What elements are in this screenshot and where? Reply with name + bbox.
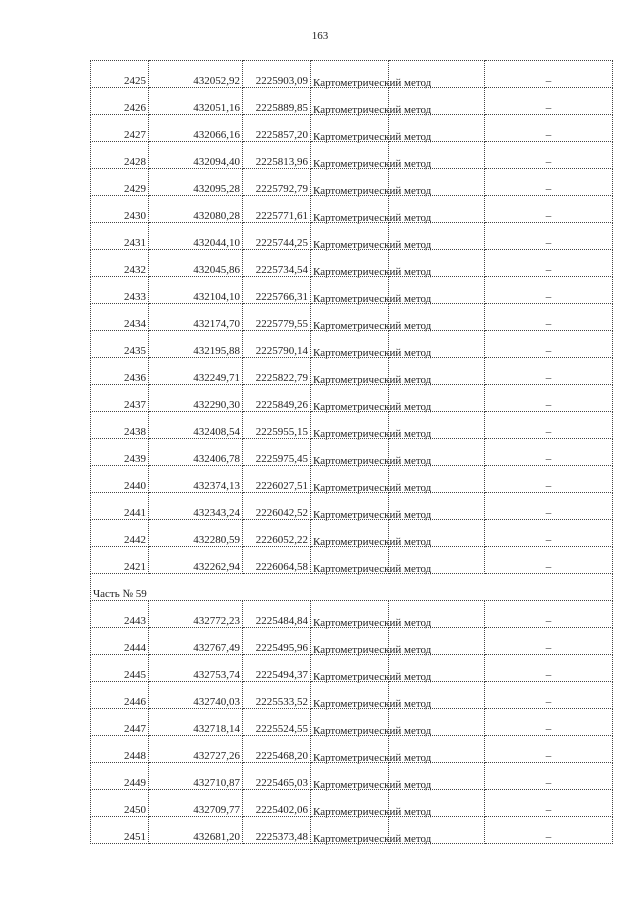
method-cell: Картометрический метод (311, 682, 389, 709)
table-row (91, 709, 613, 736)
dash-cell: – (485, 709, 613, 736)
point-number-cell: 2441 (91, 493, 149, 520)
method-cell: Картометрический метод (311, 736, 389, 763)
x-coordinate-cell: 432051,16 (149, 88, 243, 115)
x-coordinate-cell: 432080,28 (149, 196, 243, 223)
table-row (91, 277, 613, 304)
table-row (91, 817, 613, 844)
table-row (91, 358, 613, 385)
y-coordinate-cell: 2226027,51 (243, 466, 311, 493)
point-number-cell: 2429 (91, 169, 149, 196)
y-coordinate-cell: 2226052,22 (243, 520, 311, 547)
y-coordinate-cell: 2225813,96 (243, 142, 311, 169)
dash-cell: – (485, 466, 613, 493)
method-cell: Картометрический метод (311, 88, 389, 115)
y-coordinate-cell: 2225468,20 (243, 736, 311, 763)
point-number-cell: 2446 (91, 682, 149, 709)
dash-cell: – (485, 628, 613, 655)
method-cell: Картометрический метод (311, 520, 389, 547)
x-coordinate-cell: 432772,23 (149, 601, 243, 628)
x-coordinate-cell: 432710,87 (149, 763, 243, 790)
method-cell: Картометрический метод (311, 142, 389, 169)
method-cell: Картометрический метод (311, 628, 389, 655)
dash-cell: – (485, 439, 613, 466)
x-coordinate-cell: 432280,59 (149, 520, 243, 547)
y-coordinate-cell: 2225779,55 (243, 304, 311, 331)
y-coordinate-cell: 2225857,20 (243, 115, 311, 142)
point-number-cell: 2436 (91, 358, 149, 385)
dash-cell: – (485, 790, 613, 817)
x-coordinate-cell: 432767,49 (149, 628, 243, 655)
dash-cell: – (485, 493, 613, 520)
table-row (91, 493, 613, 520)
point-number-cell: 2432 (91, 250, 149, 277)
y-coordinate-cell: 2226064,58 (243, 547, 311, 574)
point-number-cell: 2444 (91, 628, 149, 655)
x-coordinate-cell: 432262,94 (149, 547, 243, 574)
dash-cell: – (485, 331, 613, 358)
method-cell: Картометрический метод (311, 331, 389, 358)
point-number-cell: 2433 (91, 277, 149, 304)
method-cell: Картометрический метод (311, 61, 389, 88)
table-row (91, 61, 613, 88)
dash-cell: – (485, 385, 613, 412)
x-coordinate-cell: 432343,24 (149, 493, 243, 520)
table-row (91, 439, 613, 466)
point-number-cell: 2428 (91, 142, 149, 169)
table-row (91, 115, 613, 142)
dash-cell: – (485, 169, 613, 196)
method-cell: Картометрический метод (311, 169, 389, 196)
table-row (91, 196, 613, 223)
method-cell: Картометрический метод (311, 439, 389, 466)
point-number-cell: 2450 (91, 790, 149, 817)
y-coordinate-cell: 2225766,31 (243, 277, 311, 304)
point-number-cell: 2438 (91, 412, 149, 439)
y-coordinate-cell: 2226042,52 (243, 493, 311, 520)
point-number-cell: 2425 (91, 61, 149, 88)
table-row (91, 763, 613, 790)
x-coordinate-cell: 432249,71 (149, 358, 243, 385)
x-coordinate-cell: 432195,88 (149, 331, 243, 358)
y-coordinate-cell: 2225533,52 (243, 682, 311, 709)
dash-cell: – (485, 250, 613, 277)
y-coordinate-cell: 2225975,45 (243, 439, 311, 466)
dash-cell: – (485, 358, 613, 385)
x-coordinate-cell: 432681,20 (149, 817, 243, 844)
y-coordinate-cell: 2225771,61 (243, 196, 311, 223)
point-number-cell: 2435 (91, 331, 149, 358)
page-number: 163 (311, 30, 329, 42)
point-number-cell: 2439 (91, 439, 149, 466)
method-cell: Картометрический метод (311, 709, 389, 736)
table-row (91, 169, 613, 196)
x-coordinate-cell: 432374,13 (149, 466, 243, 493)
point-number-cell: 2434 (91, 304, 149, 331)
method-cell: Картометрический метод (311, 601, 389, 628)
section-label: Часть № 59 (91, 574, 613, 601)
table-row (91, 736, 613, 763)
dash-cell: – (485, 520, 613, 547)
dash-cell: – (485, 277, 613, 304)
method-cell: Картометрический метод (311, 655, 389, 682)
x-coordinate-cell: 432740,03 (149, 682, 243, 709)
dash-cell: – (485, 655, 613, 682)
y-coordinate-cell: 2225373,48 (243, 817, 311, 844)
y-coordinate-cell: 2225402,06 (243, 790, 311, 817)
method-cell: Картометрический метод (311, 547, 389, 574)
method-cell: Картометрический метод (311, 412, 389, 439)
table-row (91, 385, 613, 412)
x-coordinate-cell: 432095,28 (149, 169, 243, 196)
y-coordinate-cell: 2225792,79 (243, 169, 311, 196)
table-row (91, 331, 613, 358)
y-coordinate-cell: 2225734,54 (243, 250, 311, 277)
table-row (91, 520, 613, 547)
table-row (91, 601, 613, 628)
x-coordinate-cell: 432406,78 (149, 439, 243, 466)
dash-cell: – (485, 115, 613, 142)
method-cell: Картометрический метод (311, 817, 389, 844)
y-coordinate-cell: 2225494,37 (243, 655, 311, 682)
dash-cell: – (485, 682, 613, 709)
point-number-cell: 2437 (91, 385, 149, 412)
point-number-cell: 2451 (91, 817, 149, 844)
method-cell: Картометрический метод (311, 115, 389, 142)
coordinates-table-body (91, 61, 613, 844)
x-coordinate-cell: 432408,54 (149, 412, 243, 439)
table-row (91, 790, 613, 817)
x-coordinate-cell: 432066,16 (149, 115, 243, 142)
y-coordinate-cell: 2225484,84 (243, 601, 311, 628)
method-cell: Картометрический метод (311, 250, 389, 277)
point-number-cell: 2447 (91, 709, 149, 736)
method-cell: Картометрический метод (311, 385, 389, 412)
table-row (91, 250, 613, 277)
dash-cell: – (485, 412, 613, 439)
dash-cell: – (485, 88, 613, 115)
method-cell: Картометрический метод (311, 493, 389, 520)
table-row (91, 682, 613, 709)
y-coordinate-cell: 2225955,15 (243, 412, 311, 439)
coordinates-table (90, 60, 613, 844)
dash-cell: – (485, 817, 613, 844)
table-row (91, 466, 613, 493)
x-coordinate-cell: 432718,14 (149, 709, 243, 736)
y-coordinate-cell: 2225524,55 (243, 709, 311, 736)
point-number-cell: 2442 (91, 520, 149, 547)
point-number-cell: 2431 (91, 223, 149, 250)
x-coordinate-cell: 432094,40 (149, 142, 243, 169)
dash-cell: – (485, 304, 613, 331)
dash-cell: – (485, 601, 613, 628)
point-number-cell: 2445 (91, 655, 149, 682)
y-coordinate-cell: 2225744,25 (243, 223, 311, 250)
point-number-cell: 2440 (91, 466, 149, 493)
point-number-cell: 2427 (91, 115, 149, 142)
point-number-cell: 2426 (91, 88, 149, 115)
table-row (91, 304, 613, 331)
point-number-cell: 2421 (91, 547, 149, 574)
x-coordinate-cell: 432104,10 (149, 277, 243, 304)
y-coordinate-cell: 2225889,85 (243, 88, 311, 115)
dash-cell: – (485, 223, 613, 250)
x-coordinate-cell: 432044,10 (149, 223, 243, 250)
table-row (91, 655, 613, 682)
table-row (91, 223, 613, 250)
dash-cell: – (485, 142, 613, 169)
dash-cell: – (485, 763, 613, 790)
table-row (91, 142, 613, 169)
y-coordinate-cell: 2225822,79 (243, 358, 311, 385)
table-row (91, 412, 613, 439)
y-coordinate-cell: 2225465,03 (243, 763, 311, 790)
table-row (91, 547, 613, 574)
y-coordinate-cell: 2225849,26 (243, 385, 311, 412)
section-row (91, 574, 613, 601)
method-cell: Картометрический метод (311, 304, 389, 331)
x-coordinate-cell: 432052,92 (149, 61, 243, 88)
dash-cell: – (485, 196, 613, 223)
y-coordinate-cell: 2225903,09 (243, 61, 311, 88)
dash-cell: – (485, 547, 613, 574)
method-cell: Картометрический метод (311, 763, 389, 790)
point-number-cell: 2448 (91, 736, 149, 763)
x-coordinate-cell: 432753,74 (149, 655, 243, 682)
method-cell: Картометрический метод (311, 466, 389, 493)
method-cell: Картометрический метод (311, 358, 389, 385)
method-cell: Картометрический метод (311, 277, 389, 304)
dash-cell: – (485, 61, 613, 88)
method-cell: Картометрический метод (311, 790, 389, 817)
point-number-cell: 2449 (91, 763, 149, 790)
method-cell: Картометрический метод (311, 223, 389, 250)
x-coordinate-cell: 432709,77 (149, 790, 243, 817)
method-cell: Картометрический метод (311, 196, 389, 223)
point-number-cell: 2443 (91, 601, 149, 628)
x-coordinate-cell: 432727,26 (149, 736, 243, 763)
dash-cell: – (485, 736, 613, 763)
table-row (91, 628, 613, 655)
y-coordinate-cell: 2225790,14 (243, 331, 311, 358)
x-coordinate-cell: 432045,86 (149, 250, 243, 277)
point-number-cell: 2430 (91, 196, 149, 223)
x-coordinate-cell: 432290,30 (149, 385, 243, 412)
x-coordinate-cell: 432174,70 (149, 304, 243, 331)
table-row (91, 88, 613, 115)
y-coordinate-cell: 2225495,96 (243, 628, 311, 655)
